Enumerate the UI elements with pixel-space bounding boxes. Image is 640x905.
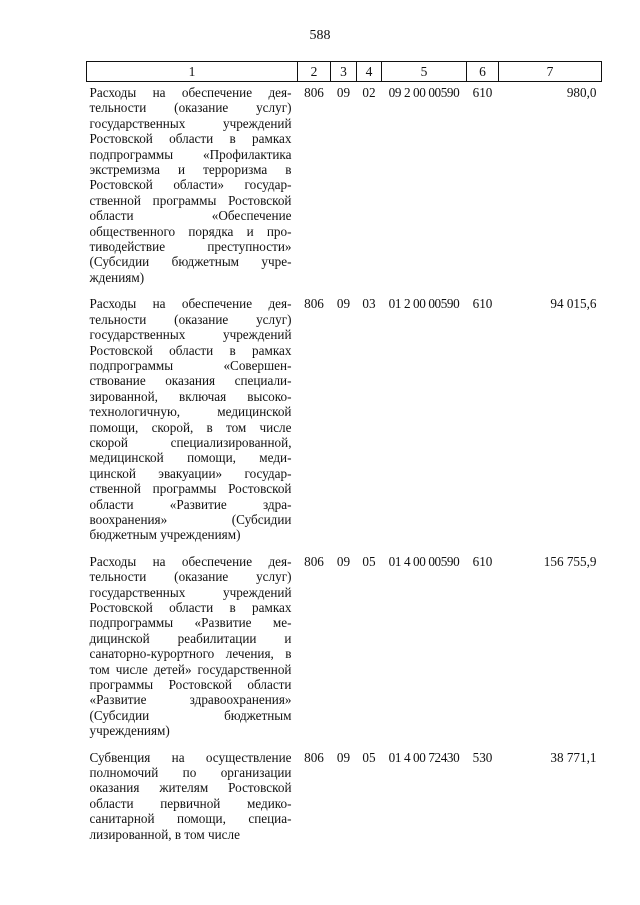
column-header-subsection: 4: [357, 62, 382, 82]
row-description: Расходы на обеспечение деятельности (оказание услуг) государственных учреждений Ростовской области в рамках подпрограммы «Совершенствование оказания специализированной, включая высокотехнологичную, медицинской помощи, скорой, в том числе скорой специализированной, медицинской помощи, медицинской эвакуации» государственной программы Ростовской области «Развитие здравоохранения» (Субсидии бюджетным учреждениям): [89, 296, 292, 543]
table-row: [87, 747, 602, 850]
row-target-article-code: 01 2 00 00590: [388, 296, 460, 312]
row-expense-type-code: 530: [472, 749, 493, 765]
row-target-article-code: 01 4 00 00590: [388, 553, 460, 569]
row-description: Расходы на обеспечение деятельности (оказание услуг) государственных учреждений Ростовской области в рамках подпрограммы «Развитие медицинской реабилитации и санаторно-курортного лечения, в том числе детей» государственной программы Ростовской области «Развитие здравоохранения» (Субсидии бюджетным учреждениям): [89, 553, 292, 739]
table-row: [87, 551, 602, 747]
row-section-code: 09: [336, 749, 351, 765]
row-section-code: 09: [336, 85, 351, 100]
page-number: 588: [309, 28, 331, 43]
budget-expenditure-table: [86, 61, 602, 850]
row-expense-type-code: 610: [472, 553, 493, 569]
column-header-ministry: 2: [298, 62, 331, 82]
row-expense-type-code: 610: [472, 85, 493, 100]
table-header: [87, 62, 602, 82]
header-row: [87, 62, 602, 82]
row-amount: 94 015,6: [550, 296, 597, 312]
row-ministry-code: 806: [304, 85, 324, 100]
row-ministry-code: 806: [304, 553, 324, 569]
row-section-code: 09: [336, 553, 351, 569]
table-row: [87, 293, 602, 551]
table-row: [87, 82, 602, 294]
column-header-section: 3: [331, 62, 357, 82]
row-section-code: 09: [336, 296, 351, 312]
row-subsection-code: 05: [362, 749, 376, 765]
row-subsection-code: 03: [362, 296, 376, 312]
row-target-article-code: 01 4 00 72430: [388, 749, 460, 765]
column-header-expense-type: 6: [467, 62, 499, 82]
row-amount: 156 755,9: [543, 553, 597, 569]
row-amount: 38 771,1: [550, 749, 597, 765]
row-subsection-code: 05: [362, 553, 376, 569]
table-body: [87, 82, 602, 851]
column-header-amount: 7: [499, 62, 602, 82]
row-ministry-code: 806: [304, 296, 324, 312]
row-description: Расходы на обеспечение деятельности (оказание услуг) государственных учреждений Ростовской области в рамках подпрограммы «Профилактика экстремизма и терроризма в Ростовской области» государственной программы Ростовской области «Обеспечение общественного порядка и противодействие преступности» (Субсидии бюджетным учреждениям): [89, 85, 292, 285]
row-amount: 980,0: [566, 85, 597, 100]
row-ministry-code: 806: [304, 749, 324, 765]
row-target-article-code: 09 2 00 00590: [388, 85, 460, 100]
column-header-target-article: 5: [382, 62, 467, 82]
row-expense-type-code: 610: [472, 296, 493, 312]
row-subsection-code: 02: [362, 85, 376, 100]
column-header-description: 1: [87, 62, 298, 82]
row-description: Субвенция на осуществление полномочий по организации оказания жителям Ростовской области первичной медико-санитарной помощи, специализированной, в том числе: [89, 749, 292, 842]
